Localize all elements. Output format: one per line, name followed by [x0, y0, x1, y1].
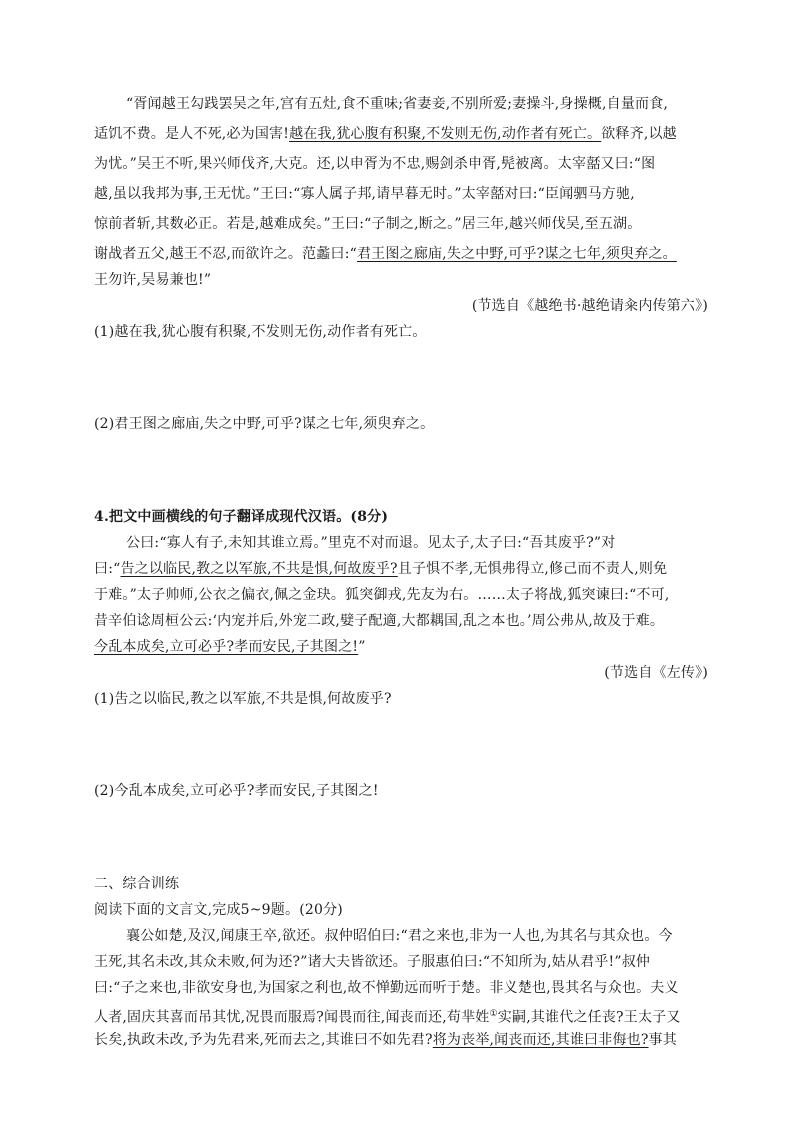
text-run: 曰:“子之来也,非欲安身也,为国家之利也,故不惮勤远而听于楚。非义楚也,畏其名与众也。夫义 [94, 980, 679, 996]
section2-line-1 [126, 926, 714, 946]
question4-line-3 [94, 585, 719, 605]
passage1-source: (节选自《越绝书·越绝请籴内传第六》) [471, 298, 708, 314]
passage1-line-1 [126, 94, 714, 114]
text-run: 长矣,执政未改,予为先君来,死而去之,其谁曰不如先君? [94, 1032, 433, 1048]
section2-heading: 二、综合训练 [94, 876, 180, 892]
passage1-line-6 [94, 244, 714, 264]
text-run: 襄公如楚,及汉,闻康王卒,欲还。叔仲昭伯曰:“君之来也,非为一人也,为其名与其众也。今 [126, 928, 673, 944]
passage1-line-7 [94, 270, 714, 290]
passage1-question-1: (1)越在我,犹心腹有积聚,不发则无伤,动作者有死亡。 [94, 324, 427, 340]
question4-question-2: (2)今乱本成矣,立可必乎?孝而安民,子其图之! [94, 783, 379, 799]
text-run: 事其 [648, 1032, 677, 1048]
passage1-line-5 [94, 214, 714, 234]
text-run: 王勿许,吴易兼也!” [94, 272, 212, 288]
underlined-sentence: 告之以临民,教之以军旅,不共是惧,何故废乎? [120, 561, 398, 577]
question4-source: (节选自《左传》) [604, 665, 708, 681]
text-run: 曰:“ [94, 561, 121, 577]
passage1-question-2: (2)君王图之廊庙,失之中野,可乎?谋之七年,须臾弃之。 [94, 416, 435, 432]
text-run: 人者,固庆其喜而吊其忧,况畏而服焉?闻畏而往,闻丧而还,苟芈姓 [94, 1009, 490, 1026]
footnote-marker: ① [489, 1009, 498, 1019]
underlined-sentence: 今乱本成矣,立可必乎?孝而安民,子其图之! [94, 639, 359, 655]
question4-question-1: (1)吿之以临民,教之以军旅,不共是惧,何故废乎? [94, 691, 392, 707]
section2-line-4 [94, 1004, 714, 1028]
text-run: ” [358, 639, 366, 655]
question4-line-5 [94, 637, 714, 657]
text-run: 适饥不费。是人不死,必为国害! [94, 126, 290, 142]
section2-line-2 [94, 952, 714, 972]
text-run: 实嗣,其谁代之任丧?王太子又 [497, 1009, 681, 1026]
text-run: 越,虽以我邦为事,王无忧。”王曰:“寡人属子邦,请早暮无时。”太宰嚭对曰:“臣闻驷马方驰, [94, 186, 635, 202]
underlined-sentence: 越在我,犹心腹有积聚,不发则无伤,动作者有死亡。 [289, 126, 602, 142]
question4-line-1 [126, 533, 714, 553]
text-run: 欲释齐,以越 [601, 126, 677, 142]
text-run: 为忧。”吴王不听,果兴师伐齐,大克。还,以申胥为不忠,赐剑杀申胥,髡被离。太宰嚭又曰:“图 [94, 156, 656, 172]
passage1-line-4 [94, 184, 714, 204]
section2-line-3 [94, 978, 714, 998]
question4-title: 4.把文中画横线的句子翻译成现代汉语。(8分) [94, 509, 389, 525]
text-run: 惊前者斩,其数必正。若是,越难成矣。”王曰:“子制之,断之。”居三年,越兴师伐吴,至五湖。 [94, 216, 642, 232]
section2-instruction: 阅读下面的文言文,完成5~9题。(20分) [94, 902, 343, 918]
section2-line-5 [94, 1030, 714, 1050]
text-run: “胥闻越王勾践罢吴之年,宫有五灶,食不重味;省妻妾,不别所爱;妻操斗,身操概,自量而食, [126, 96, 669, 112]
text-run: 于难。”太子帅师,公衣之偏衣,佩之金玦。狐突御戎,先友为右。……太子将战,狐突谏曰:“不可, [94, 587, 670, 603]
text-run: 昔辛伯谂周桓公云:‘内宠并后,外宠二政,嬖子配適,大都耦国,乱之本也。’周公弗从,故及于难。 [94, 613, 665, 629]
text-run: 谢战者五父,越王不忍,而欲许之。范蠡曰:“ [94, 246, 357, 262]
question4-line-4 [94, 611, 719, 631]
passage1-line-2 [94, 124, 714, 144]
text-run: 公曰:“寡人有子,未知其谁立焉。”里克不对而退。见太子,太子曰:“吾其废乎?”对 [126, 535, 616, 551]
passage1-line-3 [94, 154, 714, 174]
underlined-sentence: 将为丧举,闻丧而还,其谁曰非侮也? [432, 1032, 649, 1048]
text-run: 王死,其名未改,其众未败,何为还?”诸大夫皆欲还。子服惠伯曰:“不知所为,姑从君乎!”叔仲 [94, 954, 651, 970]
text-run: 且子惧不孝,无惧弗得立,修己而不责人,则免 [397, 561, 668, 577]
question4-line-2 [94, 559, 719, 579]
underlined-sentence: 君王图之廊庙,失之中野,可乎?谋之七年,须臾弃之。 [356, 246, 677, 262]
